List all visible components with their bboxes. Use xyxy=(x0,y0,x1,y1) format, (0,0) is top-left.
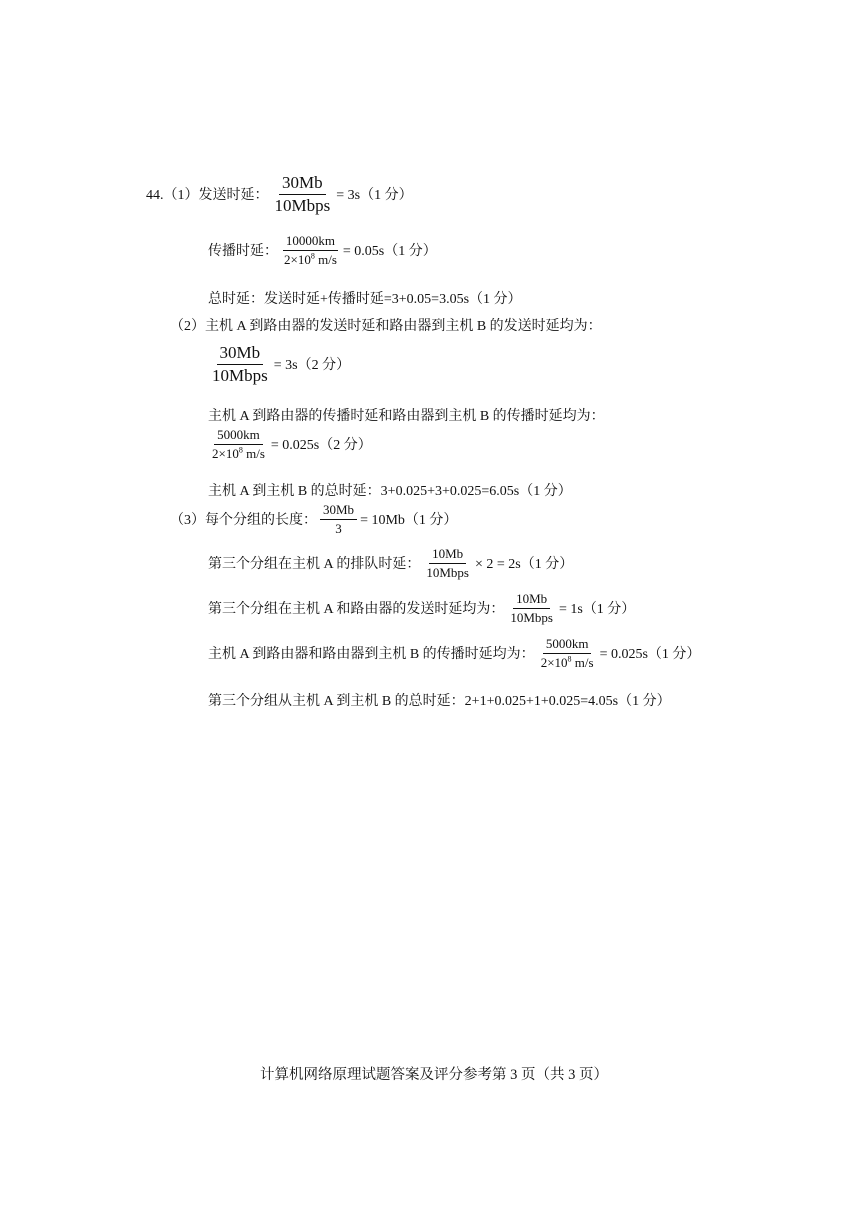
q1-total: 总时延：发送时延+传播时延=3+0.05=3.05s（1 分） xyxy=(208,292,522,307)
q3-length-result: = 10Mb（1 分） xyxy=(360,513,458,529)
q3-length-denominator: 3 xyxy=(335,520,342,536)
q2-total-line xyxy=(208,480,572,500)
q3-intro: （3）每个分组的长度： xyxy=(170,513,317,529)
q3-send-fraction xyxy=(507,592,556,624)
q2-prop-line xyxy=(206,428,372,460)
q3-prop-numerator: 5000km xyxy=(543,637,592,654)
q2-send-denominator: 10Mbps xyxy=(212,365,268,385)
q1-prop-line xyxy=(208,234,437,266)
q2-prop-numerator: 5000km xyxy=(214,428,263,445)
q3-prop-fraction xyxy=(538,637,597,669)
q3-queue-denominator: 10Mbps xyxy=(426,564,469,580)
q2-intro: （2）主机 A 到路由器的发送时延和路由器到主机 B 的发送时延均为： xyxy=(170,319,602,334)
q3-queue-result: × 2 = 2s（1 分） xyxy=(474,557,574,573)
q3-length-numerator: 30Mb xyxy=(320,503,357,520)
q3-queue-label: 第三个分组在主机 A 的排队时延： xyxy=(208,557,421,573)
q3-send-label: 第三个分组在主机 A 和路由器的发送时延均为： xyxy=(208,602,505,618)
q3-prop-denominator: $2\times 10^8$ m/s xyxy=(540,654,594,670)
q2-total: 主机 A 到主机 B 的总时延：3+0.025+3+0.025=6.05s（1 分） xyxy=(208,484,572,499)
q3-total-line xyxy=(208,690,671,710)
q1-send-numerator: 30Mb xyxy=(279,174,326,195)
q1-send-line xyxy=(146,174,413,215)
q2-send-fraction xyxy=(209,344,271,385)
q2-send-line xyxy=(206,344,350,385)
page-footer: 计算机网络原理试题答案及评分参考第 3 页（共 3 页） xyxy=(260,1067,608,1083)
q1-total-line xyxy=(208,288,522,308)
q1-prop-fraction xyxy=(281,234,340,266)
q3-prop-label: 主机 A 到路由器和路由器到主机 B 的传播时延均为： xyxy=(208,647,535,663)
q3-send-line xyxy=(208,592,635,624)
q2-prop-result: = 0.025s（2 分） xyxy=(270,438,372,454)
q3-length-fraction xyxy=(320,503,357,535)
q3-length-line xyxy=(170,503,457,535)
q3-send-numerator: 10Mb xyxy=(513,592,550,609)
q3-send-result: = 1s（1 分） xyxy=(558,602,636,618)
q3-total: 第三个分组从主机 A 到主机 B 的总时延：2+1+0.025+1+0.025=4.05s（1 分） xyxy=(208,694,671,709)
q2-prop-intro: 主机 A 到路由器的传播时延和路由器到主机 B 的传播时延均为： xyxy=(208,409,605,424)
q3-queue-fraction xyxy=(423,547,472,579)
q1-prop-denominator: $2\times 10^8$ m/s xyxy=(284,251,337,267)
q1-send-denominator: 10Mbps xyxy=(274,195,331,215)
q1-prefix: 44.（1）发送时延： xyxy=(146,188,269,204)
q2-send-result: = 3s（2 分） xyxy=(273,358,351,374)
q2-prop-intro-line xyxy=(208,405,605,425)
q2-intro-line xyxy=(170,315,602,335)
q1-send-fraction xyxy=(272,174,334,215)
q3-queue-numerator: 10Mb xyxy=(429,547,466,564)
q2-prop-denominator: $2\times 10^8$ m/s xyxy=(212,445,265,461)
q3-prop-result: = 0.025s（1 分） xyxy=(599,647,701,663)
q2-send-numerator: 30Mb xyxy=(217,344,264,365)
q2-prop-fraction xyxy=(209,428,268,460)
q1-prop-label: 传播时延： xyxy=(208,244,278,260)
q1-prop-result: = 0.05s（1 分） xyxy=(342,244,437,260)
q3-queue-line xyxy=(208,547,573,579)
q3-prop-line xyxy=(208,637,700,669)
q1-prop-numerator: 10000km xyxy=(283,234,338,251)
q3-send-denominator: 10Mbps xyxy=(510,609,553,625)
q1-send-result: = 3s（1 分） xyxy=(336,188,413,204)
